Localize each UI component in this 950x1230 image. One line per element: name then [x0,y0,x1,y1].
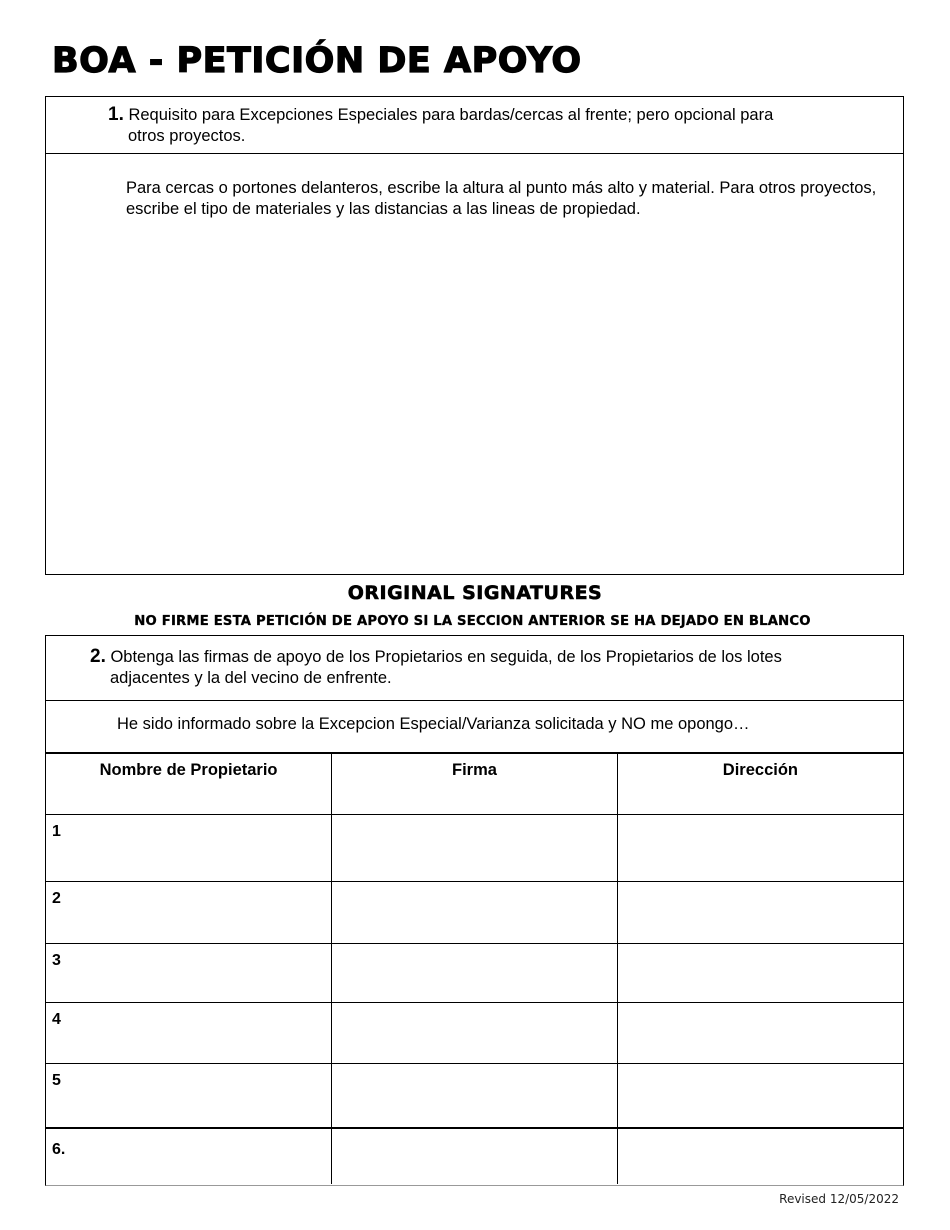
column-header-signature: Firma [332,754,618,814]
signature-table [46,754,903,1184]
signatures-heading: ORIGINAL SIGNATURES [347,582,603,604]
address-cell[interactable] [617,881,903,943]
owner-name-cell[interactable]: 4 [46,1002,332,1063]
table-row [46,1002,903,1063]
section-2-number: 2. [90,646,106,667]
table-row [46,881,903,943]
address-cell[interactable] [617,1063,903,1128]
signature-cell[interactable] [332,814,618,881]
address-cell[interactable] [617,1002,903,1063]
address-cell[interactable] [617,1128,903,1184]
signatures-warning: NO FIRME ESTA PETICIÓN DE APOYO SI LA SECCION ANTERIOR SE HA DEJADO EN BLANCO [134,614,811,629]
owner-name-cell[interactable]: 6. [46,1128,332,1184]
address-cell[interactable] [617,814,903,881]
section-2-statement: He sido informado sobre la Excepcion Especial/Varianza solicitada y NO me opongo… [46,701,903,754]
table-header-row [46,754,903,814]
signature-cell[interactable] [332,1128,618,1184]
signature-cell[interactable] [332,881,618,943]
owner-name-cell[interactable]: 3 [46,943,332,1002]
address-cell[interactable] [617,943,903,1002]
section-1-box [45,96,904,575]
section-1-heading-text: Requisito para Excepciones Especiales para bardas/cercas al frente; pero opcional para [128,106,774,124]
column-header-address: Dirección [617,754,903,814]
signature-cell[interactable] [332,1002,618,1063]
section-1-heading-cont: otros proyectos. [128,127,246,145]
section-1-number: 1. [108,104,124,125]
section-2-heading [46,636,903,701]
owner-name-cell[interactable]: 1 [46,814,332,881]
table-row [46,943,903,1002]
signature-cell[interactable] [332,1063,618,1128]
section-1-instructions: Para cercas o portones delanteros, escribe la altura al punto más alto y material. Para otros proyectos, escribe el tipo de materiales y las distancias a las lineas de propiedad. [126,179,877,218]
revision-date: Revised 12/05/2022 [779,1192,899,1206]
section-1-heading [46,97,903,154]
signature-cell[interactable] [332,943,618,1002]
owner-name-cell[interactable]: 5 [46,1063,332,1128]
section-2-heading-text: Obtenga las firmas de apoyo de los Propietarios en seguida, de los Propietarios de los lotes [110,648,782,666]
table-row [46,1128,903,1184]
section-2-box [45,635,904,1186]
table-row [46,814,903,881]
table-row [46,1063,903,1128]
section-2-heading-cont: adjacentes y la del vecino de enfrente. [110,669,392,687]
column-header-name: Nombre de Propietario [46,754,332,814]
page-title: BOA - PETICIÓN DE APOYO [52,41,582,81]
owner-name-cell[interactable]: 2 [46,881,332,943]
section-1-description-area[interactable] [46,154,903,220]
